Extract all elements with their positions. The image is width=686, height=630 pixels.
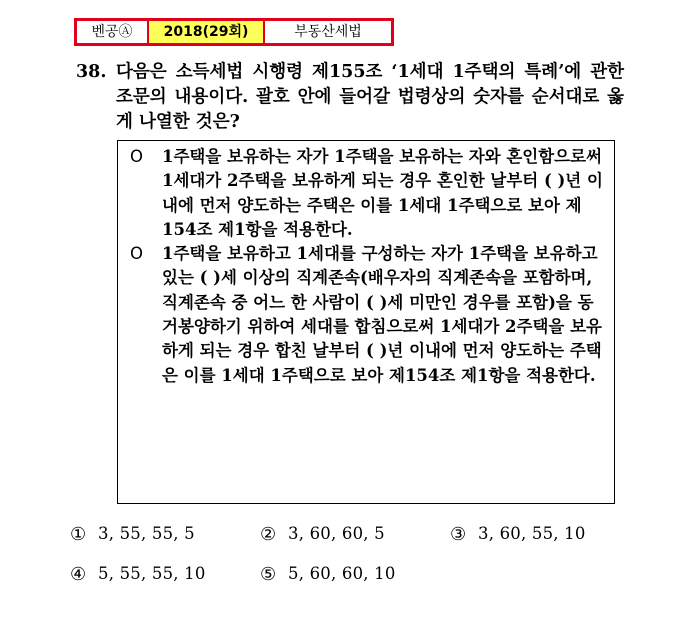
option-marker: ② <box>260 524 277 545</box>
answer-options <box>70 524 650 604</box>
option-marker: ③ <box>450 524 467 545</box>
option-marker: ① <box>70 524 87 545</box>
statute-item-text: 1주택을 보유하고 1세대를 구성하는 자가 1주택을 보유하고 있는 ( )세 이상의 직계존속(배우자의 직계존속을 포함하며, 직계존속 중 어느 한 사람이 ( )세 미만인 경우를 포함)을 동거봉양하기 위하여 세대를 합침으로써 1세대가 2주택을 보유하게 되는 경우 합친 날부터 ( )년 이내에 먼저 양도하는 주택은 이를 1세대 1주택으로 보아 제154조 제1항을 적용한다. <box>162 244 602 385</box>
bullet-icon: O <box>130 244 143 264</box>
header-subject: 부동산세법 <box>265 21 391 43</box>
option-value: 3, 60, 55, 10 <box>478 524 586 543</box>
header-source: 벤공Ⓐ <box>77 21 149 43</box>
option-value: 5, 60, 60, 10 <box>288 564 396 583</box>
statute-item <box>130 145 606 242</box>
option-2[interactable] <box>260 524 450 545</box>
question-number: 38. <box>76 62 107 82</box>
statute-item <box>130 242 606 388</box>
statute-item-text: 1주택을 보유하는 자가 1주택을 보유하는 자와 혼인함으로써 1세대가 2주택을 보유하게 되는 경우 혼인한 날부터 ( )년 이내에 먼저 양도하는 주택은 이를 1세대 1주택으로 보아 제154조 제1항을 적용한다. <box>162 147 603 239</box>
bullet-icon: O <box>130 147 143 166</box>
question-text: 다음은 소득세법 시행령 제155조 ‘1세대 1주택의 특례’에 관한 조문의 내용이다. 괄호 안에 들어갈 법령상의 숫자를 순서대로 옳게 나열한 것은? <box>116 62 624 132</box>
header-year: 2018(29회) <box>149 21 265 43</box>
options-row <box>70 524 650 564</box>
question <box>76 60 624 135</box>
option-value: 3, 60, 60, 5 <box>288 524 385 543</box>
option-4[interactable] <box>70 564 260 585</box>
option-value: 3, 55, 55, 5 <box>98 524 195 543</box>
option-marker: ④ <box>70 564 87 585</box>
option-value: 5, 55, 55, 10 <box>98 564 206 583</box>
options-row <box>70 564 650 604</box>
option-marker: ⑤ <box>260 564 277 585</box>
option-1[interactable] <box>70 524 260 545</box>
statute-box <box>117 140 615 504</box>
option-5[interactable] <box>260 564 450 585</box>
option-3[interactable] <box>450 524 640 545</box>
exam-header <box>74 18 394 46</box>
